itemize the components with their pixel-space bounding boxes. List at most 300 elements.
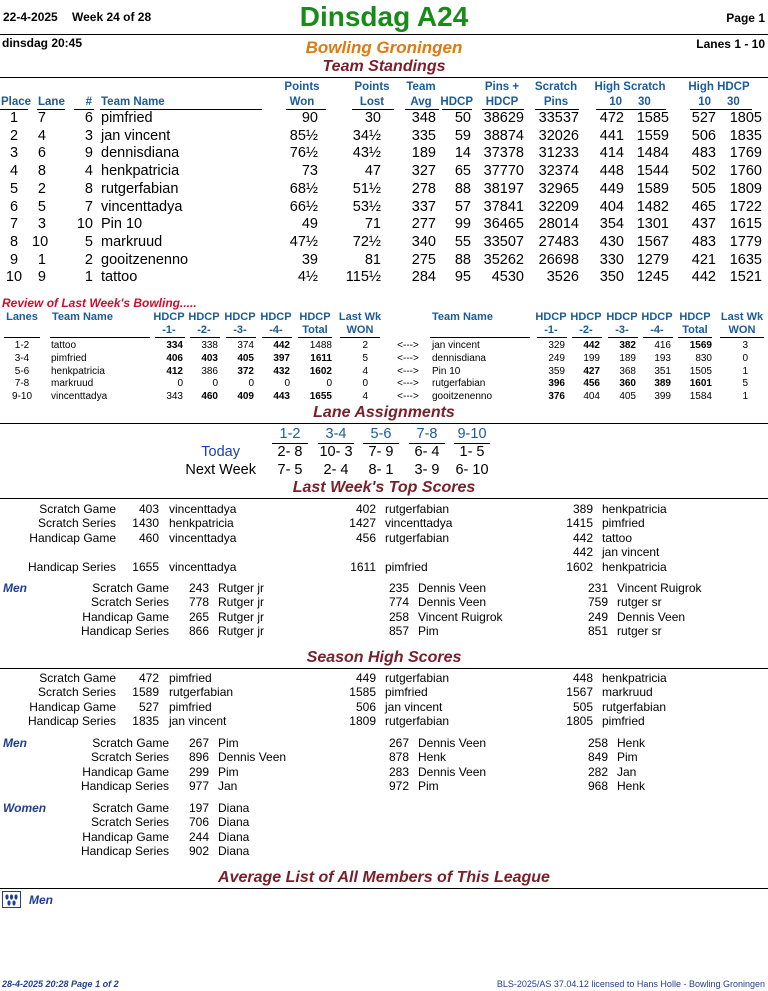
last-week-team-score: 402 [355,502,376,516]
review-game-a: 374 [237,340,254,351]
review-won-a: 2 [362,340,368,351]
last-week-team-score: 403 [138,502,159,516]
season-men-name: Henk [617,736,646,750]
season-team-score: 505 [572,699,593,714]
review-col-g4-b: HDCP -4- [641,311,673,336]
review-game-a: 386 [201,365,218,377]
standings-hs10: 350 [599,269,624,286]
standings-won: 90 [301,110,318,126]
standings-hs10: 472 [599,110,624,126]
last-week-men-score: 851 [587,624,608,639]
review-arrow: <---> [397,391,419,403]
standings-num: 3 [84,127,93,144]
last-week-team-name: vincenttadya [385,516,453,531]
col-team-avg: Team Avg [406,81,436,108]
season-men-name: Jan [617,764,637,779]
last-week-men-score: 231 [587,581,608,595]
review-col-g2-a: HDCP -2- [188,311,220,336]
standings-hh10: 502 [691,163,716,180]
standings-row [0,128,768,146]
season-men-label: Scratch Series [90,750,169,765]
standings-scratch: 33537 [538,110,579,126]
standings-hh30: 1779 [729,233,762,250]
standings-scratch: 3526 [546,269,579,286]
standings-hh10: 483 [691,233,716,250]
standings-won: 66½ [289,198,318,215]
season-team-score: 1567 [566,685,593,700]
standings-scratch: 32965 [538,180,579,197]
review-total-b: 1569 [689,340,712,351]
season-men-score: 896 [188,750,209,765]
last-week-men-score: 759 [587,595,608,610]
standings-lost: 34½ [352,127,381,144]
next-week-pairing: 6- 10 [455,462,489,478]
next-week-label: Next Week [185,462,256,478]
standings-hh30: 1521 [729,269,762,286]
standings-lane: 8 [37,163,46,180]
review-game-a: 0 [284,378,290,390]
review-game-a: 0 [212,378,218,390]
season-men-name: Pim [218,764,239,779]
standings-hs30: 1544 [636,163,669,180]
standings-pins-hdcp: 38629 [483,110,524,126]
review-won-a: 4 [362,391,368,403]
review-won-a: 5 [362,352,368,364]
review-col-g1-a: HDCP -1- [153,311,185,336]
standings-hh30: 1760 [729,163,762,180]
standings-hs10: 414 [599,145,624,162]
col-points-lost: Points Lost [354,81,390,108]
review-lanes: 5-6 [14,365,30,377]
last-week-men-name: rutger sr [617,595,662,610]
standings-scratch: 32374 [538,163,579,180]
season-team-label: Scratch Series [37,685,116,700]
season-women-label: Scratch Series [90,815,169,830]
standings-hdcp: 65 [454,163,471,180]
footer-print-info: 28-4-2025 20:28 Page 1 of 2 [2,979,119,989]
standings-hh30: 1615 [729,216,762,233]
standings-won: 47½ [289,233,318,250]
last-week-team-name: tattoo [602,530,633,545]
last-week-men-score: 866 [188,624,209,639]
review-row [0,340,768,353]
standings-num: 10 [76,216,93,233]
season-men-name: Dennis Veen [418,764,487,779]
standings-team: jan vincent [101,127,171,144]
last-week-men-label: Men [3,581,27,595]
review-game-a: 405 [237,352,254,364]
today-pairing: 10- 3 [319,444,353,460]
standings-hh10: 421 [691,251,716,268]
season-team-name: pimfried [385,685,428,700]
season-men-score: 299 [188,764,209,779]
standings-hs30: 1279 [636,251,669,268]
season-team-name: pimfried [169,699,212,714]
standings-pins-hdcp: 4530 [491,269,524,286]
standings-avg: 277 [411,216,436,233]
season-men-name: Dennis Veen [418,736,487,750]
review-team-b: jan vincent [432,340,480,351]
lane-pair-header: 9-10 [457,426,487,442]
standings-team: gooitzenenno [101,251,189,268]
standings-avg: 335 [411,127,436,144]
standings-hs30: 1567 [636,233,669,250]
review-game-b: 351 [654,365,671,377]
standings-hs10: 354 [599,216,624,233]
standings-won: 68½ [289,180,318,197]
standings-hdcp: 14 [454,145,471,162]
col-points-won: Points Won [284,81,320,108]
season-women-score: 197 [188,801,209,815]
last-week-men-score: 265 [188,609,209,624]
standings-lane: 1 [37,251,46,268]
review-row [0,378,768,391]
standings-hdcp: 59 [454,127,471,144]
col-pins-hdcp: Pins + HDCP [484,81,520,108]
season-team-label: Handicap Series [27,714,116,729]
season-team-score: 1809 [349,714,376,729]
standings-lane: 3 [37,216,46,233]
standings-hh30: 1809 [729,180,762,197]
review-game-a: 409 [237,391,254,403]
standings-hh30: 1805 [729,110,762,126]
standings-row [0,181,768,199]
review-game-a: 372 [237,365,254,377]
last-week-team-name: rutgerfabian [385,502,450,516]
today-label: Today [201,444,240,460]
standings-lane: 2 [37,180,46,197]
season-team-name: rutgerfabian [385,714,450,729]
review-game-b: 405 [619,391,636,403]
standings-lane: 5 [37,198,46,215]
last-week-team-score: 1415 [566,516,593,531]
standings-lane: 10 [32,233,49,250]
review-col-g4-a: HDCP -4- [260,311,292,336]
review-lanes: 1-2 [14,340,30,351]
review-team-a: markruud [51,378,94,390]
review-game-a: 460 [201,391,218,403]
standings-won: 76½ [289,145,318,162]
review-lanes: 7-8 [14,378,30,390]
review-col-won-a: Last Wk WON [338,311,382,336]
season-women-name: Diana [218,815,250,830]
review-total-a: 1611 [310,352,332,364]
standings-lost: 72½ [352,233,381,250]
review-game-a: 338 [201,340,218,351]
today-pairing: 2- 8 [277,444,303,460]
review-game-a: 0 [177,378,183,390]
standings-hh10: 442 [691,269,716,286]
standings-pins-hdcp: 38874 [483,127,524,144]
season-men-score: 977 [188,779,209,794]
standings-avg: 348 [411,110,436,126]
review-team-b: gooitzenenno [432,391,493,403]
season-men-score: 267 [388,736,409,750]
standings-hs10: 448 [599,163,624,180]
season-men-score: 972 [388,779,409,794]
standings-row [0,216,768,234]
bowling-pins-icon [2,891,21,908]
season-team-name: rutgerfabian [602,699,667,714]
standings-place: 2 [9,127,19,144]
review-game-a: 403 [201,352,218,364]
season-high-scores-title: Season High Scores [306,649,462,666]
standings-num: 2 [84,251,93,268]
standings-num: 1 [84,269,93,286]
footer-license: BLS-2025/AS 37.04.12 licensed to Hans Holle - Bowling Groningen [496,979,765,989]
standings-place: 3 [9,145,19,162]
standings-avg: 337 [411,198,436,215]
standings-hh30: 1635 [729,251,762,268]
standings-row [0,234,768,252]
last-week-men-name: Dennis Veen [418,595,487,610]
next-week-pairing: 8- 1 [368,462,394,478]
col-num: # [85,96,92,108]
season-team-score: 1585 [349,685,376,700]
review-lanes: 9-10 [11,391,32,403]
last-week-team-score: 456 [355,530,376,545]
last-week-men-name: Vincent Ruigrok [617,581,702,595]
review-won-a: 4 [362,365,368,377]
review-game-b: 189 [619,352,636,364]
review-won-b: 1 [742,391,748,403]
standings-avg: 340 [411,233,436,250]
review-team-a: vincenttadya [51,391,108,403]
review-col-team-a: Team Name [52,311,113,323]
last-week-team-name: pimfried [602,516,645,531]
review-title: Review of Last Week's Bowling..... [2,296,197,310]
standings-lost: 115½ [345,269,381,286]
standings-hh10: 465 [691,198,716,215]
review-col-g1-b: HDCP -1- [535,311,567,336]
standings-place: 9 [9,251,19,268]
review-won-b: 1 [742,365,748,377]
last-week-team-name: rutgerfabian [385,530,450,545]
standings-scratch: 32026 [538,127,579,144]
review-arrow: <---> [397,352,419,364]
standings-team: tattoo [101,269,138,286]
season-men-score: 968 [587,779,608,794]
standings-place: 7 [9,216,19,233]
review-lanes: 3-4 [14,352,30,364]
standings-scratch: 32209 [538,198,579,215]
standings-hs30: 1589 [636,180,669,197]
last-week-team-score: 1427 [349,516,376,531]
lanes-range: Lanes 1 - 10 [696,37,765,51]
next-week-pairing: 7- 5 [277,462,303,478]
review-table [0,311,768,407]
standings-place: 8 [9,233,19,250]
standings-place: 4 [9,163,19,180]
last-week-team-name: vincenttadya [169,559,237,574]
season-men-name: Henk [617,779,646,794]
season-women-name: Diana [218,801,250,815]
last-week-team-label: Handicap Game [29,530,116,545]
review-total-b: 1584 [689,391,712,403]
last-week-men-score: 235 [388,581,409,595]
lane-assignments-title: Lane Assignments [313,404,455,421]
average-men-label: Men [29,893,53,907]
last-week-men-label: Handicap Series [80,624,169,639]
standings-row [0,252,768,270]
season-team-score: 1805 [566,714,593,729]
today-pairing: 6- 4 [414,444,440,460]
last-week-men-label: Scratch Series [90,595,169,610]
review-game-a: 432 [273,365,290,377]
last-week-team-score: 460 [138,530,159,545]
last-week-team-label: Handicap Series [27,559,116,574]
standings-hs10: 430 [599,233,624,250]
season-team-name: jan vincent [385,699,443,714]
today-pairing: 1- 5 [459,444,485,460]
season-men-name: Pim [418,779,439,794]
today-pairing: 7- 9 [368,444,394,460]
review-won-b: 3 [742,340,748,351]
review-col-won-b: Last Wk WON [720,311,764,336]
standings-scratch: 31233 [538,145,579,162]
report-date: 22-4-2025 [3,10,58,24]
standings-scratch: 26698 [538,251,579,268]
col-place: Place [1,96,32,108]
standings-lane: 4 [37,127,46,144]
review-game-b: 396 [548,378,565,390]
next-week-pairing: 3- 9 [414,462,440,478]
review-col-g2-b: HDCP -2- [570,311,602,336]
standings-won: 49 [301,216,318,233]
standings-hdcp: 95 [454,269,471,286]
standings-hdcp: 50 [454,110,471,126]
standings-avg: 284 [411,269,436,286]
review-col-total-a: HDCP Total [299,311,331,336]
last-week-team-name: henkpatricia [602,559,667,574]
standings-hs10: 449 [599,180,624,197]
review-game-b: 368 [619,365,636,377]
standings-pins-hdcp: 38197 [483,180,524,197]
last-week-team-score: 442 [572,545,593,560]
standings-hs10: 330 [599,251,624,268]
review-game-b: 416 [654,340,671,351]
last-week-team-label: Scratch Series [37,516,116,531]
standings-hs30: 1245 [636,269,669,286]
average-list-title: Average List of All Members of This League [218,869,550,886]
last-week-men-score: 258 [388,609,409,624]
standings-row [0,163,768,181]
review-game-b: 399 [654,391,671,403]
standings-hdcp: 57 [454,198,471,215]
standings-hs10: 404 [599,198,624,215]
last-week-team-score: 1430 [132,516,159,531]
review-game-a: 334 [166,340,183,351]
last-week-men-name: rutger sr [617,624,662,639]
standings-hdcp: 88 [454,180,471,197]
review-total-b: 1601 [689,378,712,390]
last-week-men-label: Handicap Game [82,609,169,624]
standings-row [0,145,768,163]
season-men-score: 878 [388,750,409,765]
review-arrow: <---> [397,340,419,351]
season-men-name: Jan [218,779,238,794]
last-week-men-name: Dennis Veen [418,581,487,595]
standings-hh10: 527 [691,110,716,126]
review-total-a: 1655 [309,391,332,403]
review-won-a: 0 [362,378,368,390]
review-game-a: 397 [273,352,290,364]
season-team-score: 1589 [132,685,159,700]
standings-place: 10 [5,269,23,286]
last-week-men-name: Vincent Ruigrok [418,609,503,624]
review-game-b: 442 [583,340,600,351]
standings-row [0,110,768,128]
last-week-men-name: Rutger jr [218,609,265,624]
standings-pins-hdcp: 37770 [483,163,524,180]
standings-lost: 43½ [352,145,381,162]
review-team-a: tattoo [51,340,77,351]
season-team-name: henkpatricia [602,671,667,685]
last-week-top-scores [0,502,768,642]
standings-hh30: 1835 [729,127,762,144]
season-men-label: Handicap Series [80,779,169,794]
standings-won: 4½ [297,269,318,286]
review-game-b: 360 [619,378,636,390]
lane-pair-header: 3-4 [325,426,347,442]
standings-hh10: 505 [691,180,716,197]
standings-lane: 9 [37,269,46,286]
day-time: dinsdag 20:45 [2,36,83,50]
review-game-a: 343 [166,391,183,403]
season-men-label: Scratch Game [92,736,169,750]
standings-lost: 81 [364,251,381,268]
season-team-score: 1835 [132,714,159,729]
review-game-b: 193 [654,352,671,364]
season-team-name: pimfried [169,671,212,685]
review-col-g3-a: HDCP -3- [224,311,256,336]
season-men-score: 849 [587,750,608,765]
next-week-pairing: 2- 4 [323,462,349,478]
season-team-name: jan vincent [169,714,227,729]
standings-avg: 275 [411,251,436,268]
standings-pins-hdcp: 35262 [483,251,524,268]
standings-hs30: 1585 [636,110,669,126]
standings-lane: 6 [37,145,46,162]
season-team-score: 472 [138,671,159,685]
last-week-men-name: Pim [418,624,439,639]
review-col-lanes: Lanes [6,311,38,323]
last-week-men-name: Dennis Veen [617,609,686,624]
last-week-team-name: pimfried [385,559,428,574]
standings-hs30: 1484 [636,145,669,162]
review-game-b: 359 [548,365,565,377]
season-men-name: Henk [418,750,447,765]
season-women-label: Handicap Game [82,829,169,844]
review-team-b: dennisdiana [432,352,486,364]
review-game-b: 389 [654,378,671,390]
season-women-label: Handicap Series [80,844,169,859]
last-week-team-name: henkpatricia [169,516,234,531]
standings-lost: 53½ [352,198,381,215]
league-title: Dinsdag A24 [299,1,469,32]
review-row [0,366,768,379]
week-info: Week 24 of 28 [72,10,152,24]
page-number: Page 1 [726,11,765,25]
lane-assignments [0,426,768,482]
review-game-a: 442 [273,340,290,351]
col-hdcp: HDCP [440,96,473,108]
standings-hs30: 1482 [636,198,669,215]
standings-hdcp: 55 [454,233,471,250]
standings-lane: 7 [37,110,46,126]
review-game-b: 427 [583,365,600,377]
last-week-team-name: jan vincent [602,545,660,560]
